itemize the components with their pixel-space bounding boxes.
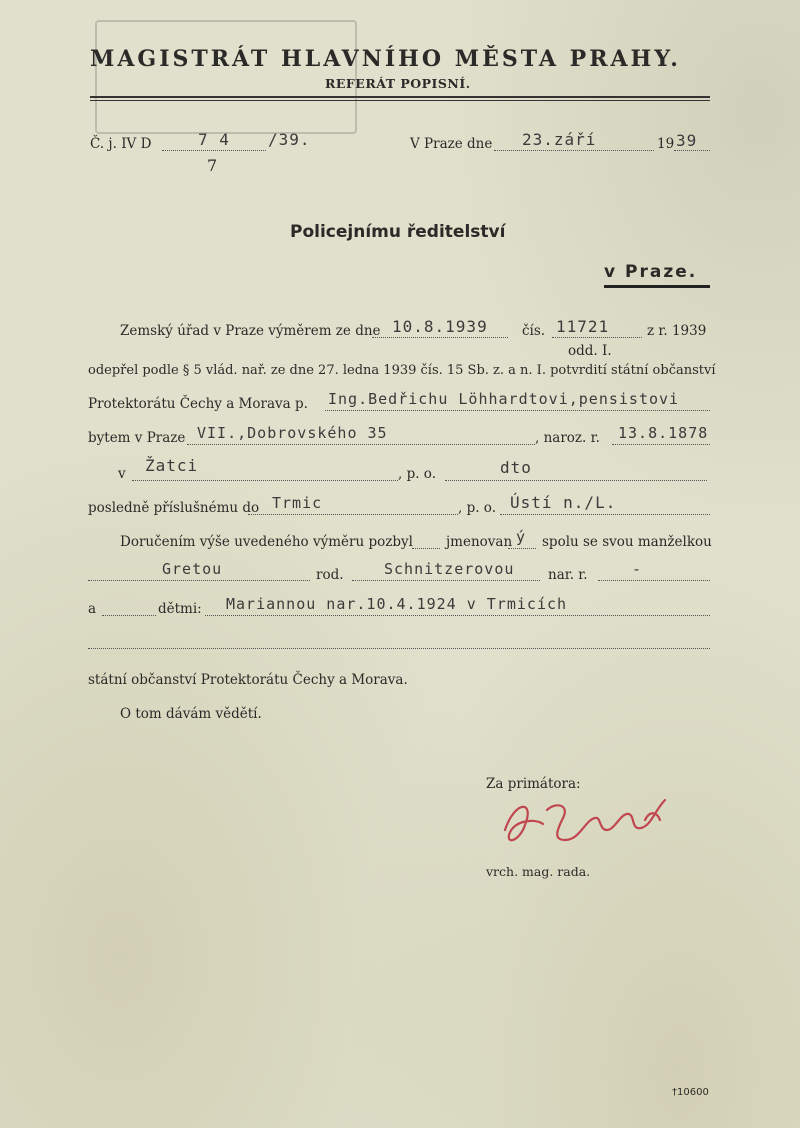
fill-line	[162, 150, 266, 151]
fill-line	[412, 548, 440, 549]
residence-address: VII.,Dobrovského 35	[197, 424, 388, 442]
spouse-label: spolu se svou manželkou	[542, 534, 712, 550]
residence-label: bytem v Praze	[88, 430, 186, 446]
office-subtitle: REFERÁT POPISNÍ.	[325, 76, 471, 91]
fill-line	[500, 514, 710, 515]
signature-title: vrch. mag. rada.	[486, 864, 591, 879]
place-label: V Praze dne	[410, 136, 493, 152]
fill-line	[88, 580, 310, 581]
named-label: jmenovan	[446, 534, 513, 550]
decree-year: z r. 1939	[647, 323, 707, 339]
body-line1-text: Zemský úřad v Praze výměrem ze dne	[120, 323, 381, 339]
fill-line	[205, 615, 710, 616]
fill-line	[612, 444, 710, 445]
wife-born-value: -	[632, 560, 643, 578]
fill-line	[445, 480, 707, 481]
wife-born-label: nar. r.	[548, 567, 588, 583]
body-line3-text: Protektorátu Čechy a Morava p.	[88, 396, 308, 412]
issue-date: 23.září	[522, 130, 597, 149]
domicile-place: Trmic	[272, 494, 323, 512]
fill-line	[372, 337, 508, 338]
body-line2: odepřel podle § 5 vlád. nař. ze dne 27. ledna 1939 čís. 15 Sb. z. a n. I. potvrdití státní občanství	[88, 363, 716, 378]
domicile-label: posledně příslušnému do	[88, 500, 260, 516]
children-label: dětmi:	[158, 601, 202, 617]
fill-line	[88, 648, 710, 649]
birthplace: Žatci	[145, 456, 199, 475]
domicile-po: Ústí n./L.	[510, 493, 617, 512]
handwritten-signature	[495, 790, 695, 864]
fill-line	[187, 444, 535, 445]
recipient-underline	[604, 285, 710, 288]
fill-line	[248, 514, 458, 515]
wife-name: Gretou	[162, 560, 223, 578]
and-label: a	[88, 601, 97, 617]
fill-line	[508, 548, 536, 549]
named-suffix: ý	[516, 528, 527, 546]
office-title: MAGISTRÁT HLAVNÍHO MĚSTA PRAHY.	[90, 46, 681, 72]
children-names: Mariannou nar.10.4.1924 v Trmicích	[226, 595, 568, 613]
loss-text: Doručením výše uvedeného výměru pozbyl	[120, 534, 413, 550]
fill-line	[132, 480, 398, 481]
recipient-name: Policejnímu ředitelství	[290, 222, 506, 242]
birth-date: 13.8.1878	[618, 424, 709, 442]
wife-maiden-name: Schnitzerovou	[384, 560, 515, 578]
recipient-city: v Praze.	[604, 262, 698, 282]
reference-number: 7 4	[198, 130, 230, 149]
fill-line	[598, 580, 710, 581]
fill-line	[102, 615, 156, 616]
year-prefix: 19	[657, 136, 675, 152]
fill-line	[674, 150, 710, 151]
decree-date: 10.8.1939	[392, 317, 488, 336]
reference-sub: 7	[207, 156, 218, 175]
signature-label: Za primátora:	[486, 776, 581, 792]
reference-label: Č. j. IV D	[90, 136, 152, 152]
notice-text: O tom dávám vědětí.	[120, 706, 262, 722]
citizenship-text: státní občanství Protektorátu Čechy a Morava.	[88, 672, 408, 688]
birthplace-po: dto	[500, 458, 532, 477]
reference-year: /39.	[268, 130, 311, 149]
decree-num-label: čís.	[522, 323, 546, 339]
domicile-po-label: , p. o.	[458, 500, 496, 516]
fill-line	[352, 580, 540, 581]
header-rule	[90, 96, 710, 98]
faded-stamp	[95, 20, 357, 134]
po-label: , p. o.	[398, 466, 436, 482]
person-name: Ing.Bedřichu Löhhardtovi,pensistovi	[328, 390, 680, 408]
maiden-label: rod.	[316, 567, 344, 583]
header-rule-thin	[90, 100, 710, 101]
decree-number: 11721	[556, 317, 610, 336]
fill-line	[552, 337, 642, 338]
born-label: , naroz. r.	[535, 430, 600, 446]
fill-line	[325, 410, 710, 411]
fill-line	[494, 150, 654, 151]
birthplace-label: v	[118, 466, 126, 482]
year-suffix: 39	[676, 131, 698, 150]
form-number: †10600	[672, 1087, 709, 1098]
department: odd. I.	[568, 343, 612, 359]
